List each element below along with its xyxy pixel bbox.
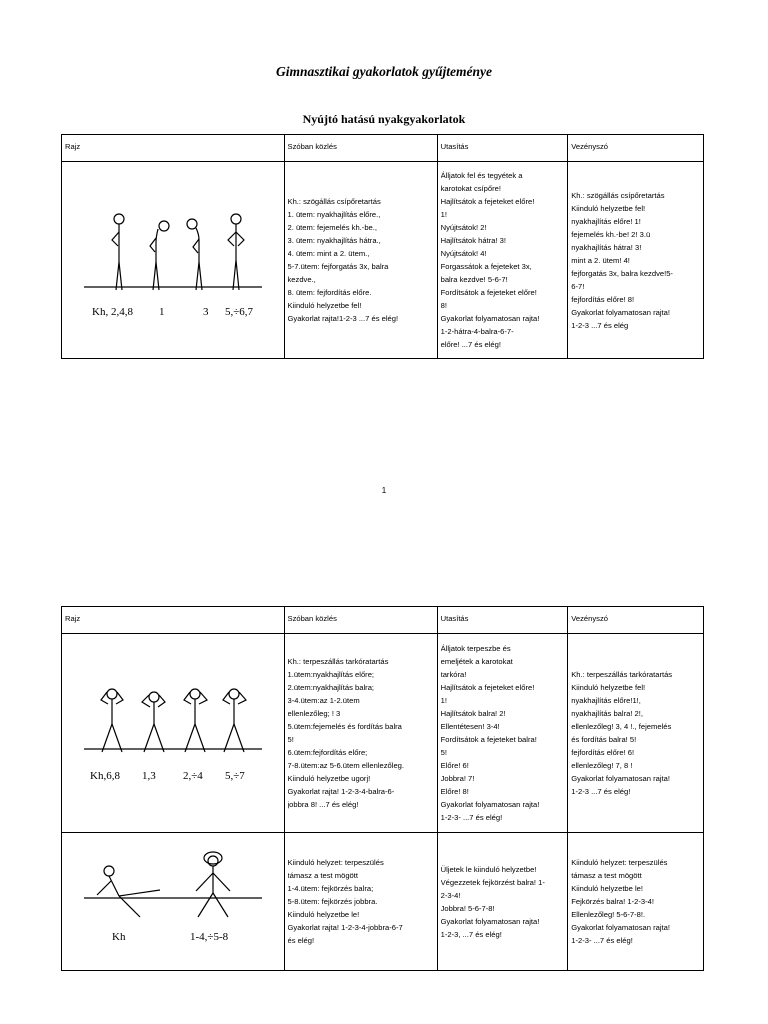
text-line: ellenlezőleg! 3, 4 !., fejemelés xyxy=(571,722,672,731)
header-szoban-kozles: Szóban közlés xyxy=(284,607,437,634)
szoban-kozles-cell xyxy=(284,634,437,833)
text-line: 1-2-3 ...7 és elég xyxy=(571,320,629,330)
text-line: 1-4.ütem: fejkörzés balra; xyxy=(287,884,374,893)
text-line: Fordítsátok a fejeteket balra! xyxy=(440,735,537,744)
figure-label: 5,÷7 xyxy=(225,770,245,782)
text-line: jobbra 8! ...7 és elég! xyxy=(287,800,359,809)
text-line: Kh.: terpeszállás tarkóratartás xyxy=(287,657,389,666)
text-line: kezdve., xyxy=(287,275,316,284)
figure-label: Kh xyxy=(112,931,126,943)
figure-label: 3 xyxy=(203,306,209,318)
text-line: támasz a test mögött xyxy=(571,871,642,880)
text-line: Hajlítsátok a fejeteket előre! xyxy=(440,197,535,206)
table-row xyxy=(62,634,704,833)
header-rajz: Rajz xyxy=(62,135,285,162)
text-line: 1-2-hátra-4-balra-6-7- xyxy=(440,327,514,336)
text-line: Gyakorlat folyamatosan rajta! xyxy=(440,800,540,809)
text-line: Kiinduló helyzetbe fel! xyxy=(287,301,362,310)
header-szoban-kozles: Szóban közlés xyxy=(284,135,437,162)
text-line: 8! xyxy=(440,301,447,310)
text-line: Álljatok terpeszbe és xyxy=(440,644,511,653)
text-line: emeljétek a karotokat xyxy=(440,657,513,666)
text-line: 1.ütem:nyakhajlítás előre; xyxy=(287,670,375,679)
utasitas-cell xyxy=(437,634,568,833)
text-line: Kh.: szögállás csípőretartás xyxy=(287,197,381,206)
figure-label: 5,÷6,7 xyxy=(225,306,254,318)
stick-figure-drawing xyxy=(62,833,280,970)
text-line: 2-3-4! xyxy=(440,890,461,900)
stick-figure-head-forward xyxy=(150,221,169,290)
text-line: Gyakorlat rajta! 1-2-3-4-jobbra-6-7 xyxy=(287,923,403,932)
stick-figure-seated-side-view xyxy=(97,866,160,917)
text-line: Fejkörzés balra! 1-2-3-4! xyxy=(571,897,654,906)
header-utasitas: Utasítás xyxy=(437,135,568,162)
text-line: Kiinduló helyzetbe le! xyxy=(571,884,644,893)
text-line: Hajlítsátok balra! 2! xyxy=(440,709,506,718)
header-rajz: Rajz xyxy=(62,607,285,634)
text-line: Kh.: szögállás csípőretartás xyxy=(571,190,665,200)
szoban-kozles-cell xyxy=(284,162,437,359)
text-line: Gyakorlat folyamatosan rajta! xyxy=(440,916,540,926)
text-line: és fordítás balra! 5! xyxy=(571,735,637,744)
text-line: 1-2-3- ...7 és elég! xyxy=(440,813,503,822)
text-line: 5.ütem:fejemelés és fordítás balra xyxy=(287,722,402,731)
text-line: nyakhajlítás előre!1!, xyxy=(571,696,641,705)
text-line: fejforgatás 3x, balra kezdve!5- xyxy=(571,268,673,278)
text-line: mint a 2. ütem! 4! xyxy=(571,255,630,265)
text-line: balra kezdve! 5-6-7! xyxy=(440,275,508,284)
text-line: Kiinduló helyzetbe ugorj! xyxy=(287,774,371,783)
text-line: Nyújtsátok! 4! xyxy=(440,249,487,258)
figure-label: 1-4,÷5-8 xyxy=(190,931,229,943)
text-line: Előre! 6! xyxy=(440,761,469,770)
text-line: Üljetek le kiinduló helyzetbe! xyxy=(440,864,537,874)
stick-figure-head-rotation xyxy=(228,214,244,290)
vezenyszo-cell xyxy=(568,833,704,971)
stick-figure-standing xyxy=(112,214,124,290)
text-line: Gyakorlat folyamatosan rajta! xyxy=(571,774,670,783)
exercise-table-2 xyxy=(61,606,704,971)
header-vezenyszo: Vezényszó xyxy=(568,607,704,634)
vezenyszo-cell xyxy=(568,634,704,833)
text-line: 5-8.ütem: fejkörzés jobbra. xyxy=(287,897,378,906)
table-row xyxy=(62,833,704,971)
text-line: Gyakorlat folyamatosan rajta! xyxy=(571,923,670,932)
table-row xyxy=(62,162,704,359)
figure-label: Kh, 2,4,8 xyxy=(92,306,133,318)
utasitas-cell xyxy=(437,162,568,359)
text-line: támasz a test mögött xyxy=(287,871,358,880)
figure-cell xyxy=(62,162,285,359)
section-title: Nyújtó hatású nyakgyakorlatok xyxy=(302,112,466,126)
text-line: tarkóra! xyxy=(440,670,467,679)
text-line: 7-8.ütem:az 5-6.ütem ellenlezőleg. xyxy=(287,761,405,770)
stick-figure-head-left-neck-hold xyxy=(184,689,207,752)
text-line: Kiinduló helyzet: terpeszülés xyxy=(571,858,668,867)
stick-figure-head-back xyxy=(187,219,202,290)
text-line: 2.ütem:nyakhajlítás balra; xyxy=(287,683,375,692)
text-line: 5-7.ütem: fejforgatás 3x, balra xyxy=(287,262,389,271)
stick-figure-drawing xyxy=(62,634,280,832)
text-line: Fordítsátok a fejeteket előre! xyxy=(440,288,537,297)
text-line: Kiinduló helyzetbe le! xyxy=(287,910,360,919)
text-line: 8. ütem: fejfordítás előre. xyxy=(287,288,372,297)
figure-cell xyxy=(62,833,285,971)
text-line: nyakhajlítás hátra! 3! xyxy=(571,242,642,252)
text-line: Kiinduló helyzet: terpeszülés xyxy=(287,858,384,867)
header-utasitas: Utasítás xyxy=(437,607,568,634)
szoban-kozles-cell xyxy=(284,833,437,971)
text-line: Ellentétesen! 3-4! xyxy=(440,722,500,731)
text-line: Előre! 8! xyxy=(440,787,469,796)
text-line: és elég! xyxy=(287,936,315,945)
figure-label: Kh,6,8 xyxy=(90,770,120,782)
text-line: Nyújtsátok! 2! xyxy=(440,223,487,232)
text-line: Gyakorlat folyamatosan rajta! xyxy=(440,314,540,323)
text-line: 2. ütem: fejemelés kh.-be., xyxy=(287,223,377,232)
text-line: Álljatok fel és tegyétek a xyxy=(440,171,523,180)
text-line: fejfordítás előre! 6! xyxy=(571,748,635,757)
text-line: 5! xyxy=(287,735,294,744)
text-line: Jobbra! 7! xyxy=(440,774,475,783)
text-line: 1-2-3- ...7 és elég! xyxy=(571,936,633,945)
text-line: 3. ütem: nyakhajlítás hátra., xyxy=(287,236,381,245)
figure-cell xyxy=(62,634,285,833)
text-line: 5! xyxy=(440,748,447,757)
stick-figure-head-forward-neck-hold xyxy=(142,692,165,752)
stick-figure-straddle-neck-hold xyxy=(101,689,123,752)
text-line: Gyakorlat rajta! 1-2-3-4-balra-6- xyxy=(287,787,395,796)
text-line: Hajlítsátok a fejeteket előre! xyxy=(440,683,535,692)
text-line: Jobbra! 5-6-7-8! xyxy=(440,903,495,913)
figure-label: 2,÷4 xyxy=(183,770,203,782)
stick-figure-head-turn-neck-hold xyxy=(223,689,246,752)
text-line: 6-7! xyxy=(571,281,585,291)
text-line: ellenlezőleg; ! 3 xyxy=(287,709,341,718)
text-line: ellenlezőleg! 7, 8 ! xyxy=(571,761,633,770)
text-line: 4. ütem: mint a 2. ütem., xyxy=(287,249,370,258)
text-line: nyakhajlítás balra! 2!, xyxy=(571,709,643,718)
text-line: Kiinduló helyzetbe fel! xyxy=(571,683,646,692)
text-line: Kh.: terpeszállás tarkóratartás xyxy=(571,670,673,679)
page-number: 1 xyxy=(381,486,387,495)
header-vezenyszo: Vezényszó xyxy=(568,135,704,162)
figure-label: 1 xyxy=(159,306,165,318)
text-line: Kiinduló helyzetbe fel! xyxy=(571,203,646,213)
text-line: 6.ütem:fejfordítás előre; xyxy=(287,748,368,757)
text-line: Forgassátok a fejeteket 3x, xyxy=(440,262,532,271)
table-header-row xyxy=(62,607,704,634)
stick-figure-drawing xyxy=(62,162,280,358)
text-line: karotokat csípőre! xyxy=(440,184,501,193)
text-line: Gyakorlat folyamatosan rajta! xyxy=(571,307,670,317)
text-line: 1! xyxy=(440,210,447,219)
table-header-row xyxy=(62,135,704,162)
text-line: 1-2-3 ...7 és elég! xyxy=(571,787,631,796)
text-line: Ellenlezőleg! 5-6-7-8!. xyxy=(571,910,646,919)
text-line: Hajlítsátok hátra! 3! xyxy=(440,236,507,245)
text-line: 1. ütem: nyakhajlítás előre., xyxy=(287,210,381,219)
vezenyszo-cell xyxy=(568,162,704,359)
text-line: fejfordítás előre! 8! xyxy=(571,294,635,304)
text-line: 1-2-3, ...7 és elég! xyxy=(440,929,502,939)
utasitas-cell xyxy=(437,833,568,971)
text-line: nyakhajlítás előre! 1! xyxy=(571,216,641,226)
text-line: előre! ...7 és elég! xyxy=(440,340,501,349)
text-line: fejemelés kh.-be! 2! 3.ü xyxy=(571,229,651,239)
stick-figure-head-circling xyxy=(196,852,230,917)
text-line: Végezzetek fejkörzést balra! 1- xyxy=(440,877,545,887)
document-title: Gimnasztikai gyakorlatok gyűjteménye xyxy=(276,64,492,79)
text-line: Gyakorlat rajta!1-2-3 ...7 és elég! xyxy=(287,314,399,323)
text-line: 1! xyxy=(440,696,447,705)
text-line: 3-4.ütem:az 1-2.ütem xyxy=(287,696,360,705)
figure-label: 1,3 xyxy=(142,770,156,782)
exercise-table-1 xyxy=(61,134,704,359)
